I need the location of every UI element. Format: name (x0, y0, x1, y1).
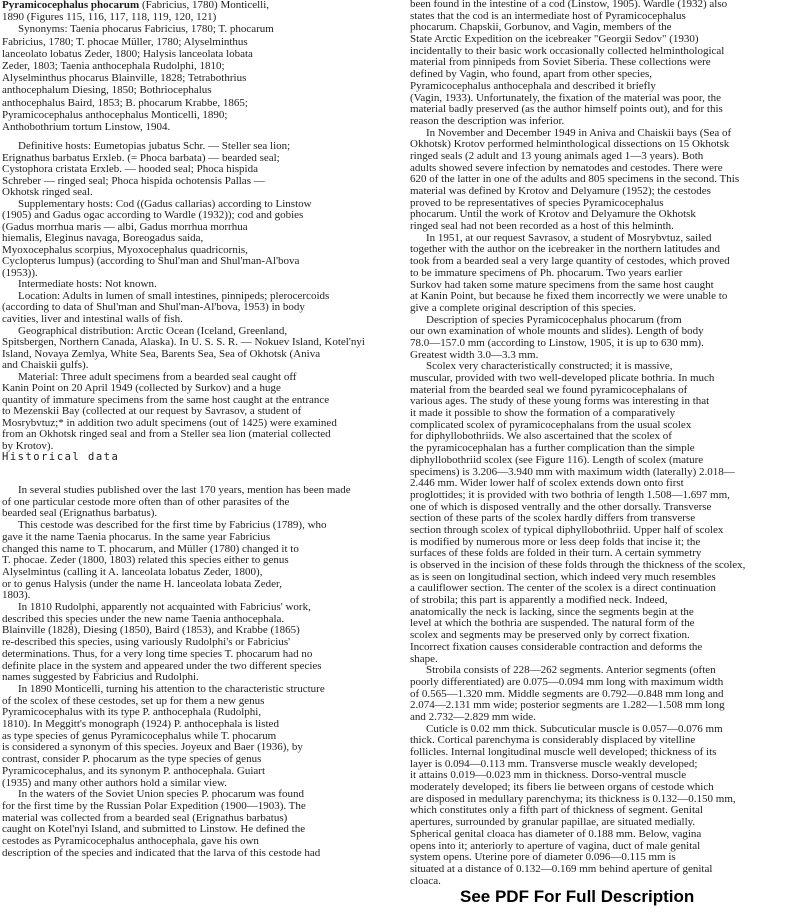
text-line: Spherical genital cloaca has diameter of 0.188 mm. Below, vagina (410, 827, 702, 840)
paragraph (2, 372, 365, 453)
text-line: In several studies published over the last 170 years, mention has been made (18, 484, 351, 496)
text-line: which constitutes only a fifth part of thickness of segment. Genital (410, 804, 703, 817)
text-line: Pyramicocephalus with its type P. anthocephala (Rudolphi, (2, 706, 262, 719)
text-line: description of the species and indicated that the larva of this cestode had (2, 846, 321, 859)
text-line: cavities, liver and intestinal walls of fish. (2, 312, 183, 325)
paragraph (410, 128, 745, 233)
synonyms-paragraph (2, 23, 274, 133)
text-line: 2.446 mm. Wider lower half of scolex extends down onto first (410, 477, 684, 490)
text-line: took from a bearded seal a very large quantity of cestodes, which proved (410, 255, 730, 268)
text-line: or to genus Halysis (under the name H. lanceolata lobata Zeder, (2, 577, 282, 590)
text-line: names suggested by Fabricius and Rudolphi. (2, 671, 199, 684)
text-line: Incorrect fixation causes considerable contraction and deforms the (410, 640, 703, 653)
text-line: to be immature specimens of Ph. phocarum. Two years earlier (410, 266, 683, 279)
text-line: cestodes as Pyramicocephalus anthocephala, gave his own (2, 835, 259, 848)
species-authority: (Fabricius, 1780) Monticelli, (139, 0, 270, 11)
text-line: section through scolex of typical diphyllobothriid. Upper half of scolex (410, 523, 724, 536)
text-line: (according to data of Shul'man and Shul'man-Al'bova, 1953) in body (2, 301, 305, 314)
text-line: phocarum. Chapskii, Gorbunov, and Vagin, members of the (410, 21, 672, 34)
text-line: Material: Three adult specimens from a bearded seal caught off (18, 370, 297, 383)
species-figures-line: 1890 (Figures 115, 116, 117, 118, 119, 120, 121) (2, 11, 217, 24)
text-line: for diphyllobothriids. We also ascertained that the scolex of (410, 430, 672, 443)
text-line: been found in the intestine of a cod (Linstow, 1905). Wardle (1932) also (410, 0, 728, 10)
right-column-text (410, 0, 745, 887)
text-line: Cyclopterus lumpus) (according to Shul'man and Shul'man-Al'bova (2, 255, 300, 268)
text-line: Surkov had taken some mature specimens from the same host caught (410, 278, 714, 291)
text-line: This cestode was described for the first time by Fabricius (1789), who (18, 519, 327, 532)
text-line: as type species of genus Pyramicocephalus while T. phocarum (2, 729, 277, 742)
paragraph (410, 665, 745, 723)
text-line: determinations. Thus, for a very long time species T. phocarum had no (2, 647, 313, 660)
hosts-section (2, 141, 365, 452)
text-line: at Kanin Point, but because he fixed them incorrectly we were unable to (410, 290, 728, 303)
text-line: it made it possible to show the formation of a comparatively (410, 407, 676, 420)
text-line: ringed seals (2 adult and 13 young animals aged 1—3 years). Both (410, 149, 704, 162)
text-line: In the waters of the Soviet Union species P. phocarum was found (18, 788, 304, 801)
text-line: scolex and segments may be preserved only by correct fixation. (410, 629, 690, 642)
text-line: one of which is disposed ventrally and the other dorsally. Transverse (410, 500, 712, 513)
text-line: apertures, surrounded by granular papillae, are situated medially. (410, 816, 696, 829)
text-line: proved to be representatives of species Pyramicocephalus (410, 196, 664, 209)
text-line: described this species under the new name Taenia anthocephala. (2, 612, 285, 625)
text-line: and Chaiskii gulfs). (2, 359, 89, 372)
text-line: Synonyms: Taenia phocarus Fabricius, 1780; T. phocarum (18, 23, 274, 36)
text-line: Schreber — ringed seal; Phoca hispida ochotensis Pallas — (2, 174, 265, 187)
text-line: In 1810 Rudolphi, apparently not acquainted with Fabricius' work, (18, 601, 311, 614)
text-line: of 0.565—1.320 mm. Middle segments are 0.792—0.848 mm long and (410, 687, 724, 700)
paragraph (2, 199, 365, 280)
text-line: quantity of immature specimens from the same host caught at the entrance (2, 393, 330, 406)
text-line: T. phocae. Zeder (1800, 1803) related this species either to genus (2, 554, 289, 567)
text-line: Myoxocephalus scorpius, Myoxocephalus quadricornis, (2, 243, 248, 256)
see-pdf-notice: See PDF For Full Description (460, 887, 695, 906)
text-line: of strobila; this part is apparently a modified neck. Indeed, (410, 594, 668, 607)
text-line: the pyramicocephalan has a further complication than the simple (410, 442, 695, 455)
text-line: Location: Adults in lumen of small intestines, pinnipeds; plerocercoids (18, 289, 330, 302)
text-line: is modified by numerous more or less deep folds that incise it; the (410, 535, 701, 548)
text-line: opens into it; anteriorly to aperture of vagina, duct of male genital (410, 839, 701, 852)
paragraph (2, 141, 365, 199)
text-line: Cuticle is 0.02 mm thick. Subcuticular muscle is 0.057—0.076 mm (426, 722, 723, 735)
text-line: is considered a synonym of this species. Joyeux and Baer (1936), by (2, 741, 303, 754)
historical-data-section (2, 485, 351, 860)
text-line: it attains 0.019—0.023 mm in thickness. Dorso-ventral muscle (410, 769, 687, 782)
text-line: phocarum. Until the work of Krotov and Delyamure the Okhotsk (410, 208, 696, 221)
text-line: contrast, consider P. phocarum as the type species of genus (2, 753, 262, 766)
text-line: (1905) and Gadus ogac according to Wardle (1932)); cod and gobies (2, 209, 304, 222)
text-line: muscular, provided with two well-developed plicate bothria. In much (410, 372, 715, 384)
text-line: material was collected from a bearded seal (Erignathus barbatus) (2, 811, 288, 824)
text-line: diphyllobothriid scolex (see Figure 116). Length of scolex (mature (410, 453, 704, 466)
paragraph (410, 233, 745, 315)
text-line: our own examination of whole mounts and slides). Length of body (410, 325, 704, 338)
paragraph (2, 684, 351, 789)
text-line: ringed seal had not been recorded as a host of this helminth. (410, 220, 674, 233)
text-line: Intermediate hosts: Not known. (18, 278, 157, 291)
text-line: Okhotsk) Krotov performed helminthological dissections on 15 Okhotsk (410, 138, 730, 151)
text-line: are disposed in medullary parenchyma; its thickness is 0.132—0.150 mm, (410, 792, 736, 805)
text-line: material badly preserved (as the author himself points out), and for this (410, 103, 723, 116)
paragraph (410, 361, 745, 665)
text-line: thick. Cortical parenchyma is considerably displaced by vitelline (410, 734, 696, 747)
text-line: Anthobothrium tortum Linstow, 1904. (2, 120, 171, 133)
species-header-section (2, 0, 274, 133)
text-line: anthocephalum Diesing, 1850; Bothriocephalus (2, 84, 212, 97)
text-line: for the first time by the Russian Polar Expedition (1900—1903). The (2, 799, 306, 812)
text-line: proglottides; it is provided with two bothria of length 1.508—1.697 mm, (410, 488, 730, 501)
paragraph (2, 789, 351, 859)
text-line: 1810). In Meggitt's monograph (1924) P. anthocephala is listed (2, 718, 279, 731)
text-line: level at which the bothria are suspended. The natural form of the (410, 617, 695, 630)
text-line: Supplementary hosts: Cod ((Gadus callarias) according to Linstow (18, 197, 312, 210)
text-line: Okhotsk ringed seal. (2, 186, 93, 199)
text-line: of the scolex of these cestodes, set up for them a new genus (2, 694, 265, 707)
text-line: (Gadus morrhua maris — albi, Gadus morrhua morrhua (2, 220, 248, 233)
text-line: lanceolato lobatus Zeder, 1800; Halysis lanceolata lobata (2, 47, 253, 60)
paragraph (410, 315, 745, 362)
text-line: In 1890 Monticelli, turning his attention to the characteristic structure (18, 682, 325, 695)
text-line: Strobila consists of 228—262 segments. Anterior segments (often (426, 664, 716, 677)
text-line: 2.074—2.131 mm wide; posterior segments are 1.282—1.508 mm long (410, 699, 725, 712)
text-line: anthocephalus Baird, 1853; B. phocarum Krabbe, 1865; (2, 96, 248, 109)
text-line: material from the bearded seal we found pyramicocephalans of (410, 383, 688, 396)
paragraph (2, 602, 351, 684)
text-line: Definitive hosts: Eumetopias jubatus Schr. — Steller sea lion; (18, 140, 291, 152)
text-line: surfaces of these folds are folded in their turn. A certain symmetry (410, 547, 702, 560)
text-line: 620 of the latter in one of the adults and 805 specimens in the second. This (410, 173, 740, 186)
paragraph (2, 520, 351, 602)
text-line: Erignathus barbatus Erxleb. (= Phoca barbata) — bearded seal; (2, 151, 280, 164)
text-line: layer is 0.094—0.113 mm. Transverse muscle weakly developed; (410, 757, 698, 770)
text-line: 1803). (2, 589, 31, 602)
paragraph (2, 291, 365, 326)
text-line: shape. (410, 652, 438, 665)
text-line: (1935) and many other authors hold a similar view. (2, 776, 228, 789)
text-line: Pyramicocephalus anthocephalus Monticelli, 1890; (2, 108, 228, 121)
text-line: is observed in the incision of these folds through the thickness of the scolex, (410, 559, 746, 571)
text-line: to Mezenskii Bay (collected at our request by Savrasov, a student of (2, 405, 302, 418)
text-line: Greatest width 3.0—3.3 mm. (410, 348, 539, 361)
text-line: definite place in the system and appeared under the two different species (2, 659, 322, 672)
paragraph (2, 326, 365, 372)
text-line: (Vagin, 1933). Unfortunately, the fixation of the material was poor, the (410, 91, 722, 104)
text-line: Scolex very characteristically constructed; it is massive, (426, 360, 673, 373)
text-line: Alyselminthus phocarus Blainville, 1828; Tetrabothrius (2, 72, 247, 85)
paragraph (410, 724, 745, 888)
text-line: follicles. Internal longitudinal muscle well developed; thickness of its (410, 746, 717, 758)
text-line: of one particular cestode more often than of other parasites of the (2, 495, 290, 508)
text-line: Pyramicocephalus, and its synonym P. anthocephala. Guiart (2, 764, 266, 777)
historical-data-heading: Historical data (2, 451, 120, 463)
text-line: states that the cod is an intermediate host of Pyramicocephalus (410, 9, 686, 22)
text-line: specimens) is 3.206—3.940 mm with maximum width (laterally) 2.018— (410, 465, 735, 478)
text-line: a cauliflower section. The center of the scolex is a direct continuation (410, 582, 716, 595)
text-line: complicated scolex of pyramicocephalans from the usual scolex (410, 418, 692, 431)
text-line: Alyselmintus (calling it A. lanceolata lobatus Zeder, 1800), (2, 565, 263, 578)
text-line: 78.0—157.0 mm (according to Linstow, 1905, it is up to 630 mm). (410, 336, 704, 349)
text-line: defined by Vagin, who found, apart from other species, (410, 68, 653, 81)
text-line: Kanin Point on 20 April 1949 (collected by Surkov) and a huge (2, 382, 281, 395)
text-line: In 1951, at our request Savrasov, a student of Mosrybvtuz, sailed (426, 231, 712, 244)
text-line: section of these parts of the scolex hardly differs from transverse (410, 512, 696, 525)
text-line: changed this name to T. phocarum, and Müller (1780) changed it to (2, 542, 299, 555)
paragraph (410, 0, 745, 128)
text-line: from an Okhotsk ringed seal and from a Steller sea lion (material collected (2, 428, 331, 441)
text-line: reason the description was inferior. (410, 114, 565, 127)
text-line: (1953)). (2, 266, 38, 279)
text-line: Blainville (1828), Diesing (1850), Baird (1853), and Krabbe (1865) (2, 624, 300, 637)
text-line: poorly differentiated) are 0.075—0.094 mm long with maximum width (410, 675, 724, 688)
text-line: hiemalis, Eleginus navaga, Boreogadus saida, (2, 232, 204, 245)
text-line: moderately developed; its fibers lie between organs of cestode which (410, 781, 714, 794)
text-line: Spitsbergen, Northern Canada, Alaska). In U. S. S. R. — Nokuev Island, Kotel'nyi (2, 336, 365, 349)
text-line: give a complete original description of this species. (410, 301, 637, 314)
text-line: system opens. Uterine pore of diameter 0.096—0.115 mm is (410, 851, 676, 864)
text-line: anatomically the neck is lacking, since the segments begin at the (410, 605, 694, 618)
text-line: In November and December 1949 in Aniva and Chaiskii bays (Sea of (426, 126, 732, 139)
text-line: cloaca. (410, 874, 441, 887)
text-line: material was defined by Krotov and Delyamure (1952); the cestodes (410, 185, 711, 197)
text-line: and 2.732—2.829 mm wide. (410, 710, 536, 723)
text-line: various ages. The study of these young forms was interesting in that (410, 395, 710, 408)
species-name: Pyramicocephalus phocarum (2, 0, 140, 11)
text-line: State Arctic Expedition on the icebreaker "Georgii Sedov" (1930) (410, 33, 699, 46)
text-line: Mosrybvtuz;* in addition two adult specimens (out of 1425) were examined (2, 416, 337, 429)
text-line: gave it the name Taenia phocarus. In the same year Fabricius (2, 530, 271, 543)
text-line: Island, Novaya Zemlya, White Sea, Barents Sea, Sea of Okhotsk (Aniva (2, 347, 321, 360)
text-line: re-described this species, using variously Rudolphi's or Fabricius' (2, 636, 291, 649)
text-line: bearded seal (Erignathus barbatus). (2, 507, 158, 520)
text-line: as is seen on longitudinal section, which indeed very much resembles (410, 570, 716, 583)
species-title-line (2, 0, 274, 11)
text-line: material from pinnipeds from Soviet Siberia. These collections were (410, 56, 711, 69)
text-line: Cystophora cristata Erxleb. — hooded seal; Phoca hispida (2, 163, 258, 176)
text-line: Geographical distribution: Arctic Ocean (Iceland, Greenland, (18, 324, 288, 337)
text-line: Pyramicocephalus anthocephala and described it briefly (410, 79, 656, 92)
text-line: situated at a distance of 0.132—0.169 mm behind aperture of genital (410, 862, 713, 875)
text-line: by Krotov). (2, 439, 54, 452)
text-line: together with the author on the icebreaker in the northern latitudes and (410, 243, 721, 256)
text-line: Zeder, 1803; Taenia anthocephala Rudolphi, 1810; (2, 59, 225, 72)
text-line: Fabricius, 1780; T. phocae Müller, 1780; Alyselminthus (2, 35, 248, 48)
paragraph (2, 485, 351, 520)
text-line: caught on Kotel'nyi Island, and submitted to Linstow. He defined the (2, 823, 306, 836)
text-line: Description of species Pyramicocephalus phocarum (from (426, 313, 682, 326)
text-line: incidentally to their basic work occasionally collected helminthological (410, 44, 725, 57)
text-line: adults showed severe infection by nematodes and cestodes. There were (410, 161, 723, 174)
